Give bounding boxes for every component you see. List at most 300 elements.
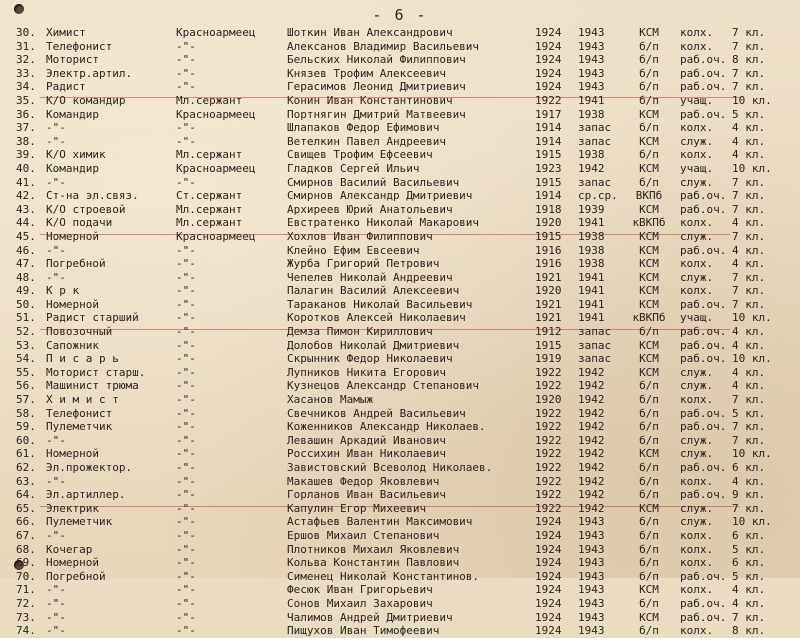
rank: -"- [176,80,196,94]
education: 4 кл. [732,243,766,257]
position: Пулеметчик [46,515,113,529]
education: 8 кл. [732,53,766,67]
party-status: КСМ [639,365,659,379]
list-item [0,434,800,448]
social-origin: колх. [680,121,714,135]
social-origin: раб.оч. [680,66,727,80]
rank: -"- [176,610,196,624]
full-name: Завистовский Всеволод Николаев. [287,461,493,474]
position: Погребной [46,257,106,271]
list-item [0,108,800,122]
call-year: 1941 [578,93,605,107]
row-number: 63. [16,474,36,488]
list-item [0,447,800,461]
list-item [0,284,800,298]
row-number: 41. [16,175,36,189]
social-origin: раб.оч. [680,488,727,502]
party-status: б/п [639,93,659,107]
social-origin: колх. [680,284,714,298]
rank: -"- [176,297,196,311]
social-origin: раб.оч. [680,596,727,610]
call-year: 1943 [578,66,605,80]
birth-year: 1924 [535,596,562,610]
list-item [0,488,800,502]
position: -"- [46,596,66,610]
position: Эл.прожектор. [46,461,133,474]
row-number: 65. [16,501,36,515]
social-origin: учащ. [680,93,714,107]
rank: -"- [176,596,196,610]
education: 7 кл. [732,66,766,80]
row-number: 71. [16,583,36,597]
rank: -"- [176,474,196,488]
row-number: 70. [16,569,36,583]
birth-year: 1924 [535,610,562,624]
education: 4 кл. [732,216,766,230]
row-number: 33. [16,66,36,80]
call-year: 1942 [578,365,605,379]
full-name: Фесюк Иван Григорьевич [287,583,433,597]
list-item [0,611,800,625]
birth-year: 1923 [535,161,562,175]
personnel-list [0,26,800,638]
row-number: 64. [16,488,36,502]
position: Номерной [46,447,99,461]
education: 4 кл. [732,379,766,393]
row-number: 51. [16,311,36,325]
position: Командир [46,107,99,121]
row-number: 32. [16,53,36,67]
birth-year: 1920 [535,284,562,298]
call-year: 1942 [578,461,605,474]
rank: -"- [176,501,196,515]
list-item [0,597,800,611]
party-status: б/п [639,488,659,502]
social-origin: раб.оч. [680,297,727,311]
position: Радист старший [46,311,139,325]
position: Повозочный [46,325,113,339]
list-item [0,366,800,380]
party-status: КСМ [639,26,659,39]
position: Командир [46,161,99,175]
birth-year: 1916 [535,243,562,257]
party-status: б/п [639,148,659,162]
party-status: КСМ [639,338,659,352]
birth-year: 1921 [535,297,562,311]
rank: -"- [176,393,196,407]
call-year: 1939 [578,202,605,216]
full-name: Кузнецов Александр Степанович [287,379,480,393]
education: 4 кл. [732,257,766,271]
full-name: Пищухов Иван Тимофеевич [287,624,440,638]
party-status: КСМ [639,297,659,311]
social-origin: раб.оч. [680,352,727,366]
party-status: КСМ [639,243,659,257]
birth-year: 1922 [535,406,562,420]
full-name: Свищев Трофим Ефсеевич [287,148,433,162]
birth-year: 1922 [535,433,562,447]
rank: Красноармеец [176,161,256,175]
call-year: 1943 [578,26,605,39]
list-item [0,624,800,638]
call-year: 1943 [578,610,605,624]
call-year: 1943 [578,569,605,583]
rank: Мл.сержант [176,148,243,162]
list-item [0,379,800,393]
row-number: 74. [16,624,36,638]
full-name: Хасанов Мамыж [287,393,374,407]
position: П и с а р ь [46,352,119,366]
full-name: Журба Григорий Петрович [287,257,440,271]
position: -"- [46,175,66,189]
full-name: Тараканов Николай Васильевич [287,297,473,311]
rank: -"- [176,379,196,393]
party-status: КСМ [639,610,659,624]
education: 4 кл. [732,583,766,597]
social-origin: колх. [680,624,714,638]
rank: -"- [176,338,196,352]
education: 4 кл. [732,148,766,162]
party-status: б/п [639,556,659,570]
list-item [0,515,800,529]
party-status: б/п [639,80,659,94]
row-number: 67. [16,528,36,542]
row-number: 68. [16,542,36,556]
education: 5 кл. [732,569,766,583]
party-status: КСМ [639,447,659,461]
rank: -"- [176,406,196,420]
rank: -"- [176,569,196,583]
social-origin: колх. [680,474,714,488]
list-item [0,583,800,597]
rank: -"- [176,447,196,461]
birth-year: 1921 [535,311,562,325]
call-year: ср.ср. [578,189,618,203]
row-number: 60. [16,433,36,447]
position: Номерной [46,297,99,311]
birth-year: 1924 [535,39,562,53]
birth-year: 1922 [535,379,562,393]
call-year: 1942 [578,488,605,502]
call-year: запас [578,175,612,189]
party-status: КСМ [639,583,659,597]
social-origin: служ. [680,365,714,379]
row-number: 34. [16,80,36,94]
social-origin: служ. [680,270,714,284]
position: Машинист трюма [46,379,139,393]
list-item [0,53,800,67]
party-status: б/п [639,569,659,583]
full-name: Астафьев Валентин Максимович [287,515,473,529]
social-origin: раб.оч. [680,325,727,339]
social-origin: колх. [680,26,714,39]
call-year: 1942 [578,420,605,434]
call-year: 1943 [578,596,605,610]
birth-year: 1924 [535,53,562,67]
full-name: Смирнов Василий Васильевич [287,175,460,189]
rank: -"- [176,175,196,189]
full-name: Палагин Василий Алексеевич [287,284,460,298]
rank: -"- [176,243,196,257]
birth-year: 1914 [535,121,562,135]
social-origin: служ. [680,134,714,148]
birth-year: 1924 [535,556,562,570]
full-name: Бельских Николай Филиппович [287,53,466,67]
position: К/О подачи [46,216,113,230]
social-origin: служ. [680,515,714,529]
education: 6 кл. [732,461,766,474]
social-origin: раб.оч. [680,569,727,583]
birth-year: 1922 [535,447,562,461]
call-year: запас [578,121,612,135]
list-item [0,298,800,312]
education: 5 кл. [732,542,766,556]
birth-year: 1922 [535,461,562,474]
social-origin: раб.оч. [680,420,727,434]
social-origin: служ. [680,229,714,243]
birth-year: 1919 [535,352,562,366]
party-status: кВКПб [632,311,666,325]
call-year: 1942 [578,393,605,407]
rank: -"- [176,542,196,556]
birth-year: 1916 [535,257,562,271]
row-number: 44. [16,216,36,230]
birth-year: 1914 [535,134,562,148]
list-item [0,502,800,516]
birth-year: 1924 [535,569,562,583]
position: К р к [46,284,80,298]
call-year: 1942 [578,501,605,515]
party-status: б/п [639,175,659,189]
position: -"- [46,433,66,447]
list-item [0,311,800,325]
education: 10 кл. [732,311,772,325]
list-item [0,556,800,570]
row-number: 48. [16,270,36,284]
party-status: б/п [639,53,659,67]
full-name: Конин Иван Константинович [287,93,453,107]
birth-year: 1922 [535,420,562,434]
party-status: б/п [639,39,659,53]
rank: -"- [176,134,196,148]
rank: -"- [176,488,196,502]
call-year: 1938 [578,257,605,271]
education: 7 кл. [732,393,766,407]
position: Пулеметчик [46,420,113,434]
social-origin: раб.оч. [680,461,727,474]
education: 7 кл. [732,39,766,53]
education: 7 кл. [732,80,766,94]
list-item [0,94,800,108]
education: 7 кл. [732,610,766,624]
list-item [0,40,800,54]
birth-year: 1915 [535,338,562,352]
birth-year: 1914 [535,189,562,203]
list-item [0,325,800,339]
rank: -"- [176,325,196,339]
party-status: б/п [639,528,659,542]
full-name: Ветелкин Павел Андреевич [287,134,446,148]
party-status: б/п [639,406,659,420]
full-name: Хохлов Иван Филиппович [287,229,433,243]
social-origin: раб.оч. [680,243,727,257]
birth-year: 1922 [535,474,562,488]
party-status: КСМ [639,352,659,366]
rank: -"- [176,284,196,298]
birth-year: 1915 [535,175,562,189]
party-status: б/п [639,624,659,638]
list-item [0,216,800,230]
education: 7 кл. [732,420,766,434]
birth-year: 1920 [535,216,562,230]
call-year: 1941 [578,270,605,284]
full-name: Коротков Алексей Николаевич [287,311,466,325]
education: 9 кл. [732,488,766,502]
call-year: 1942 [578,474,605,488]
social-origin: служ. [680,175,714,189]
row-number: 62. [16,461,36,474]
position: Моторист [46,53,99,67]
position: Электр.артил. [46,66,133,80]
position: -"- [46,474,66,488]
rank: Ст.сержант [176,189,243,203]
social-origin: раб.оч. [680,610,727,624]
row-number: 42. [16,189,36,203]
full-name: Демза Пимон Кириллович [287,325,433,339]
position: Номерной [46,556,99,570]
row-number: 39. [16,148,36,162]
list-item [0,203,800,217]
party-status: КСМ [639,134,659,148]
rank: -"- [176,311,196,325]
social-origin: колх. [680,148,714,162]
education: 7 кл. [732,26,766,39]
list-item [0,67,800,81]
party-status: КСМ [639,107,659,121]
call-year: 1938 [578,243,605,257]
party-status: КСМ [639,161,659,175]
rank: -"- [176,433,196,447]
rank: -"- [176,257,196,271]
social-origin: колх. [680,583,714,597]
position: Телефонист [46,39,113,53]
rank: -"- [176,556,196,570]
list-item [0,461,800,475]
call-year: 1943 [578,556,605,570]
position: Эл.артиллер. [46,488,126,502]
row-number: 50. [16,297,36,311]
call-year: 1942 [578,433,605,447]
position: Телефонист [46,406,113,420]
row-number: 52. [16,325,36,339]
full-name: Кольва Константин Павлович [287,556,460,570]
rank: -"- [176,270,196,284]
position: К/О строевой [46,202,126,216]
full-name: Свечников Андрей Васильевич [287,406,466,420]
row-number: 56. [16,379,36,393]
call-year: 1942 [578,161,605,175]
full-name: Алексанов Владимир Васильевич [287,39,480,53]
list-item [0,570,800,584]
position: Химист [46,26,86,39]
row-number: 43. [16,202,36,216]
party-status: КСМ [639,257,659,271]
party-status: б/п [639,515,659,529]
education: 4 кл. [732,365,766,379]
social-origin: раб.оч. [680,107,727,121]
list-item [0,543,800,557]
birth-year: 1922 [535,93,562,107]
education: 4 кл. [732,134,766,148]
row-number: 73. [16,610,36,624]
row-number: 59. [16,420,36,434]
education: 4 кл. [732,325,766,339]
position: -"- [46,528,66,542]
social-origin: колх. [680,216,714,230]
call-year: запас [578,338,612,352]
full-name: Капулин Егор Михеевич [287,501,427,515]
rank: -"- [176,624,196,638]
row-number: 69. [16,556,36,570]
education: 7 кл. [732,202,766,216]
call-year: 1938 [578,107,605,121]
full-name: Сименец Николай Константинов. [287,569,480,583]
social-origin: служ. [680,433,714,447]
social-origin: колх. [680,556,714,570]
list-item [0,26,800,40]
party-status: КСМ [639,501,659,515]
position: -"- [46,270,66,284]
list-item [0,135,800,149]
education: 7 кл. [732,433,766,447]
party-status: б/п [639,474,659,488]
social-origin: колх. [680,257,714,271]
position: Х и м и с т [46,393,119,407]
row-number: 61. [16,447,36,461]
position: -"- [46,121,66,135]
party-status: КСМ [639,284,659,298]
full-name: Долобов Николай Дмитриевич [287,338,460,352]
position: -"- [46,624,66,638]
education: 4 кл. [732,338,766,352]
call-year: 1942 [578,406,605,420]
list-item [0,148,800,162]
full-name: Чепелев Николай Андреевич [287,270,453,284]
call-year: 1943 [578,53,605,67]
rank: -"- [176,461,196,474]
social-origin: учащ. [680,161,714,175]
party-status: КСМ [639,270,659,284]
list-item [0,162,800,176]
social-origin: раб.оч. [680,80,727,94]
row-number: 53. [16,338,36,352]
call-year: 1938 [578,229,605,243]
call-year: 1941 [578,297,605,311]
party-status: б/п [639,542,659,556]
education: 10 кл. [732,515,772,529]
education: 10 кл. [732,93,772,107]
full-name: Левашин Аркадий Иванович [287,433,446,447]
row-number: 40. [16,161,36,175]
social-origin: служ. [680,501,714,515]
full-name: Коженников Александр Николаев. [287,420,486,434]
rank: Мл.сержант [176,93,243,107]
full-name: Макашев Федор Яковлевич [287,474,440,488]
party-status: б/п [639,433,659,447]
birth-year: 1915 [535,229,562,243]
full-name: Горланов Иван Васильевич [287,488,446,502]
list-item [0,230,800,244]
